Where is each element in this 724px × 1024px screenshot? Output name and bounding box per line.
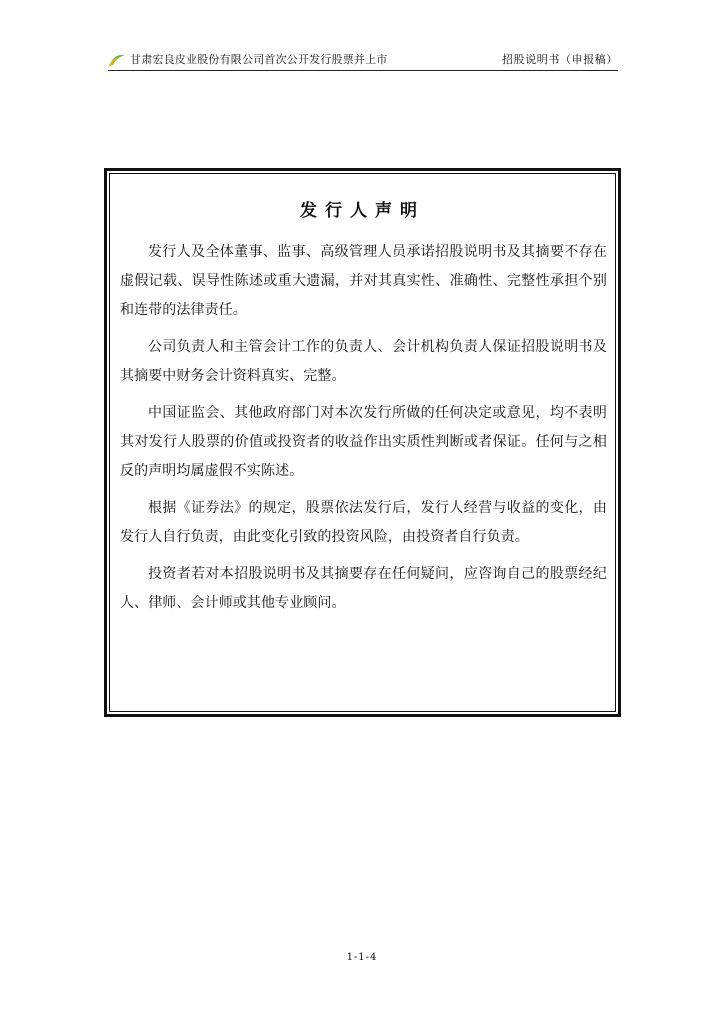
page-number: 1-1-4: [346, 952, 378, 963]
company-logo-icon: [108, 52, 126, 66]
declaration-paragraph-4: 根据《证券法》的规定，股票依法发行后，发行人经营与收益的变化，由发行人自行负责，由此变化引致的投资风险，由投资者自行负责。: [120, 500, 607, 545]
declaration-paragraph-3: 中国证监会、其他政府部门对本次发行所做的任何决定或意见，均不表明其对发行人股票的价值或投资者的收益作出实质性判断或者保证。任何与之相反的声明均属虚假不实陈述。: [120, 405, 607, 479]
declaration-paragraph-1: 发行人及全体董事、监事、高级管理人员承诺招股说明书及其摘要不存在虚假记载、误导性陈述或重大遗漏，并对其真实性、准确性、完整性承担个别和连带的法律责任。: [120, 244, 607, 318]
declaration-title: 发行人声明: [300, 201, 425, 221]
declaration-paragraph-2: 公司负责人和主管会计工作的负责人、会计机构负责人保证招股说明书及其摘要中财务会计资料真实、完整。: [120, 339, 607, 384]
page-header: [108, 50, 618, 71]
declaration-paragraph-5: 投资者若对本招股说明书及其摘要存在任何疑问，应咨询自己的股票经纪人、律师、会计师或其他专业顾问。: [120, 566, 607, 611]
declaration-body: [120, 238, 607, 626]
header-company-name: 甘肃宏良皮业股份有限公司首次公开发行股票并上市: [130, 53, 388, 66]
declaration-box-inner-border: [109, 173, 616, 712]
declaration-box: [104, 168, 621, 717]
header-document-type: 招股说明书（申报稿）: [502, 53, 618, 66]
